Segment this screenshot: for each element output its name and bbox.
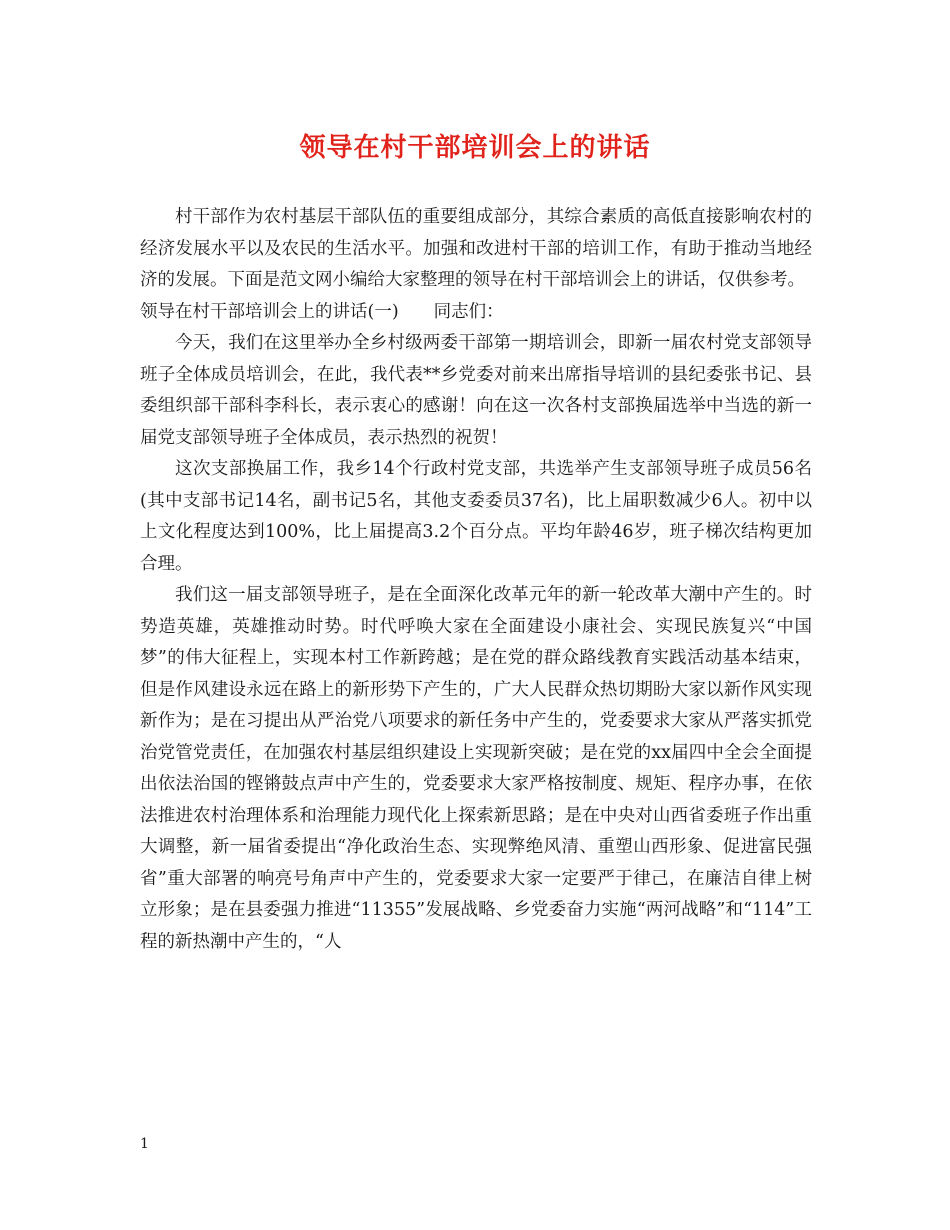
intro-paragraph: 村干部作为农村基层干部队伍的重要组成部分，其综合素质的高低直接影响农村的经济发展水平以及农民的生活水平。加强和改进村干部的培训工作，有助于推动当地经济的发展。下面是范文网小编给大家整理的领导在村干部培训会上的讲话，仅供参考。	[140, 207, 812, 290]
body-paragraph: 我们这一届支部领导班子，是在全面深化改革元年的新一轮改革大潮中产生的。时势造英雄，英雄推动时势。时代呼唤大家在全面建设小康社会、实现民族复兴“中国梦”的伟大征程上，实现本村工作新跨越；是在党的群众路线教育实践活动基本结束，但是作风建设永远在路上的新形势下产生的，广大人民群众热切期盼大家以新作风实现新作为；是在习提出从严治党八项要求的新任务中产生的，党委要求大家从严落实抓党治党管党责任，在加强农村基层组织建设上实现新突破；是在党的xx届四中全会全面提出依法治国的铿锵鼓点声中产生的，党委要求大家严格按制度、规矩、程序办事，在依法推进农村治理体系和治理能力现代化上探索新思路；是在中央对山西省委班子作出重大调整，新一届省委提出“净化政治生态、实现弊绝风清、重塑山西形象、促进富民强省”重大部署的响亮号角声中产生的，党委要求大家一定要严于律己，在廉洁自律上树立形象；是在县委强力推进“11355”发展战略、乡党委奋力实施“两河战略”和“114”工程的新热潮中产生的，“人	[140, 585, 812, 952]
body-paragraph: 今天，我们在这里举办全乡村级两委干部第一期培训会，即新一届农村党支部领导班子全体成员培训会，在此，我代表**乡党委对前来出席指导培训的县纪委张书记、县委组织部干部科李科长，表示衷心的感谢！向在这一次各村支部换届选举中当选的新一届党支部领导班子全体成员，表示热烈的祝贺！	[140, 333, 812, 448]
document-body	[140, 202, 812, 958]
speech-heading: 领导在村干部培训会上的讲话(一) 同志们：	[140, 301, 504, 322]
document-title: 领导在村干部培训会上的讲话	[299, 133, 651, 163]
body-paragraph: 这次支部换届工作，我乡14个行政村党支部，共选举产生支部领导班子成员56名(其中支部书记14名，副书记5名，其他支委委员37名)，比上届职数减少6人。初中以上文化程度达到100%，比上届提高3.2个百分点。平均年龄46岁，班子梯次结构更加合理。	[140, 459, 812, 574]
page-number: 1	[140, 1136, 149, 1152]
